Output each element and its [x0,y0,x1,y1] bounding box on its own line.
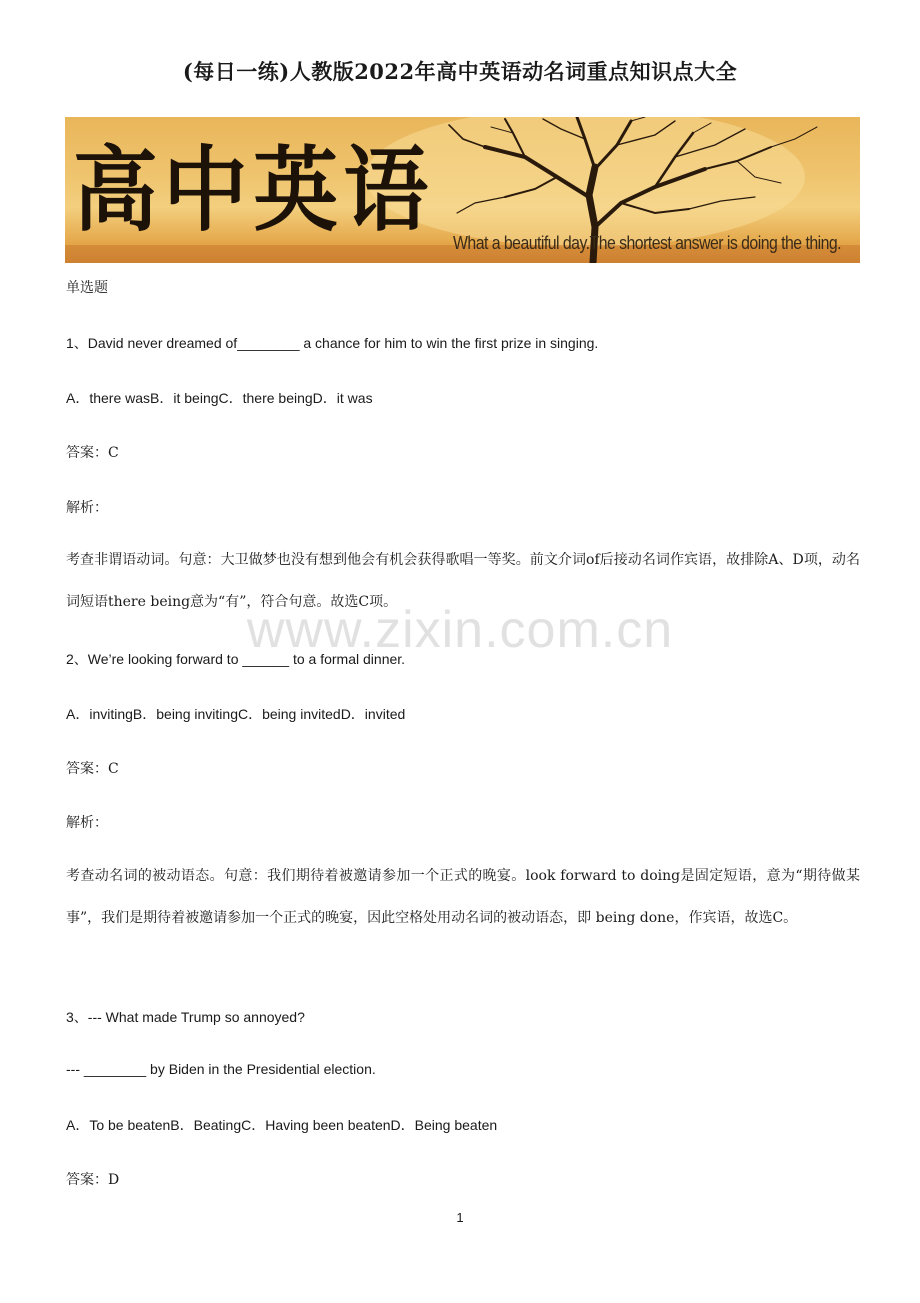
question-2-options: A．invitingB．being invitingC．being invitedD．invited [66,706,406,722]
question-2-answer: 答案：C [66,761,119,777]
document-title: (每日一练)人教版2022年高中英语动名词重点知识点大全 [182,59,738,84]
question-3-options: A．To be beatenB．BeatingC．Having been beatenD．Being beaten [66,1117,498,1133]
banner-slogan: What a beautiful day.The shortest answer is doing the thing. [453,233,842,253]
question-1-analysis-label: 解析： [66,500,108,516]
question-1-analysis: 考查非谓语动词。句意：大卫做梦也没有想到他会有机会获得歌唱一等奖。前文介词of后接动名词作宾语，故排除A、D项，动名词短语there being意为“有”，符合句意。故选C项。 [66,552,860,610]
question-3-stem-reply: --- ________ by Biden in the Presidential election. [66,1061,376,1077]
question-2-analysis-label: 解析： [66,815,108,831]
banner-heading: 高中英语 [73,136,434,244]
watermark: www.zixin.com.cn [246,601,674,659]
banner-image [65,117,860,263]
question-2-stem: 2、We’re looking forward to ______ to a formal dinner. [66,651,406,667]
question-1-options: A．there wasB．it beingC．there beingD．it was [66,390,373,406]
page-number: 1 [456,1210,464,1225]
section-label: 单选题 [66,280,108,296]
question-1-answer: 答案：C [66,445,119,461]
question-3-stem: 3、--- What made Trump so annoyed? [66,1009,305,1025]
question-2-analysis: 考查动名词的被动语态。句意：我们期待着被邀请参加一个正式的晚宴。look forward to doing是固定短语，意为“期待做某事”，我们是期待着被邀请参加一个正式的晚宴，因此空格处用动名词的被动语态，即 being done，作宾语，故选C。 [66,868,860,926]
question-3-answer: 答案：D [66,1172,120,1188]
question-1-stem: 1、David never dreamed of________ a chance for him to win the first prize in singing. [66,335,599,351]
